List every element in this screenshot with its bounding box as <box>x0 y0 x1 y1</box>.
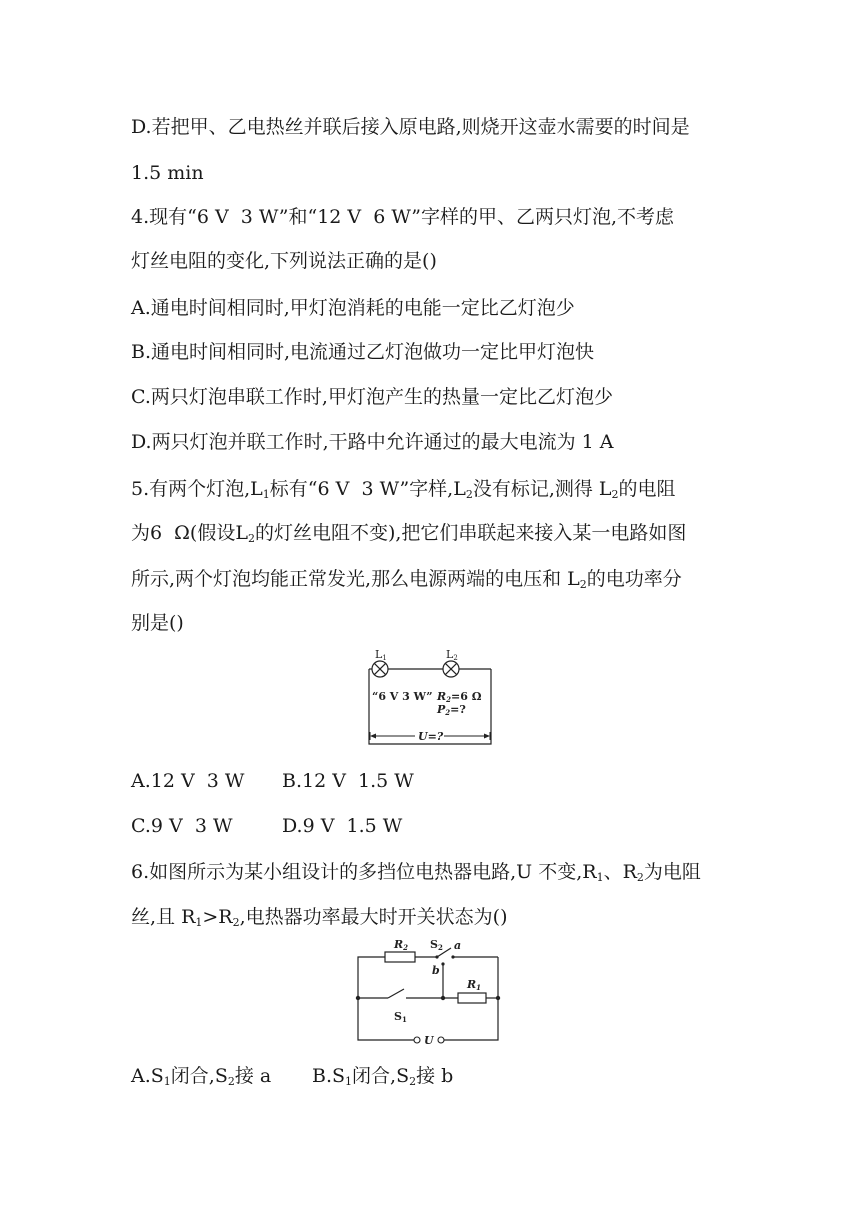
switch-s1-blade <box>388 989 404 998</box>
s1-label: S1 <box>394 1010 407 1024</box>
lamp-l1-label: L1 <box>375 648 387 662</box>
resistor-r2-symbol <box>385 952 415 962</box>
q5-stem-line1: 5.有两个灯泡$,L_1$标有“6 V 3 W”字样$,L_2$没有标记,测得 $L_2$的电阻 <box>131 478 676 501</box>
q5-option-a: A.12 V 3 W <box>131 770 245 792</box>
q4-option-b: B.通电时间相同时,电流通过乙灯泡做功一定比甲灯泡快 <box>131 341 595 363</box>
q4-stem-line2: 灯丝电阻的变化,下列说法正确的是() <box>131 250 437 272</box>
q5-circuit-diagram <box>360 648 500 754</box>
lamp-l1-rating: “6 V 3 W” <box>372 690 433 703</box>
r2-label: R2 <box>394 938 409 952</box>
q4-option-c: C.两只灯泡串联工作时,甲灯泡产生的热量一定比乙灯泡少 <box>131 386 613 408</box>
p2-value-label: P2=? <box>437 703 466 717</box>
q3-option-d-line1: D.若把甲、乙电热丝并联后接入原电路,则烧开这壶水需要的时间是 <box>131 116 690 138</box>
q5-option-c: C.9 V 3 W <box>131 815 233 837</box>
contact-b-label: b <box>432 964 440 977</box>
lamp-l1-symbol <box>372 661 388 677</box>
q5-stem-line2: 为6 Ω(假设$L_2$的灯丝电阻不变),把它们串联起来接入某一电路如图 <box>131 522 687 545</box>
resistor-r1-symbol <box>458 993 486 1003</box>
lamp-l2-label: L2 <box>446 648 458 662</box>
q4-option-d: D.两只灯泡并联工作时,干路中允许通过的最大电流为 1 A <box>131 431 614 453</box>
q5-option-b: B.12 V 1.5 W <box>282 770 414 792</box>
voltage-u-label: U <box>424 1034 434 1047</box>
r2-value-label: R2=6 Ω <box>437 690 482 704</box>
q5-stem-line3: 所示,两个灯泡均能正常发光,那么电源两端的电压和 $L_2$的电功率分 <box>131 568 682 591</box>
q6-option-b: $B.S_1$闭合$,S_2$接 b <box>312 1065 454 1088</box>
q6-option-a: $A.S_1$闭合$,S_2$接 a <box>131 1065 272 1088</box>
q3-option-d-line2: 1.5 min <box>131 162 204 184</box>
q6-stem-line2: 丝,且 $R_1>R_2$,电热器功率最大时开关状态为() <box>131 906 508 929</box>
q6-circuit-diagram <box>350 938 510 1056</box>
contact-a-label: a <box>454 939 462 952</box>
s2-label: S2 <box>430 938 443 952</box>
q6-stem-line1: 6.如图所示为某小组设计的多挡位电热器电路,U 不变$,R_1$、$R_2$为电阻 <box>131 861 701 884</box>
q5-stem-line4: 别是() <box>131 612 184 634</box>
voltage-label: U=? <box>418 730 444 743</box>
q4-stem-line1: 4.现有“6 V 3 W”和“12 V 6 W”字样的甲、乙两只灯泡,不考虑 <box>131 206 674 228</box>
r1-label: R1 <box>467 978 482 992</box>
lamp-l2-symbol <box>443 661 459 677</box>
q4-option-a: A.通电时间相同时,甲灯泡消耗的电能一定比乙灯泡少 <box>131 297 575 319</box>
q5-option-d: D.9 V 1.5 W <box>282 815 403 837</box>
